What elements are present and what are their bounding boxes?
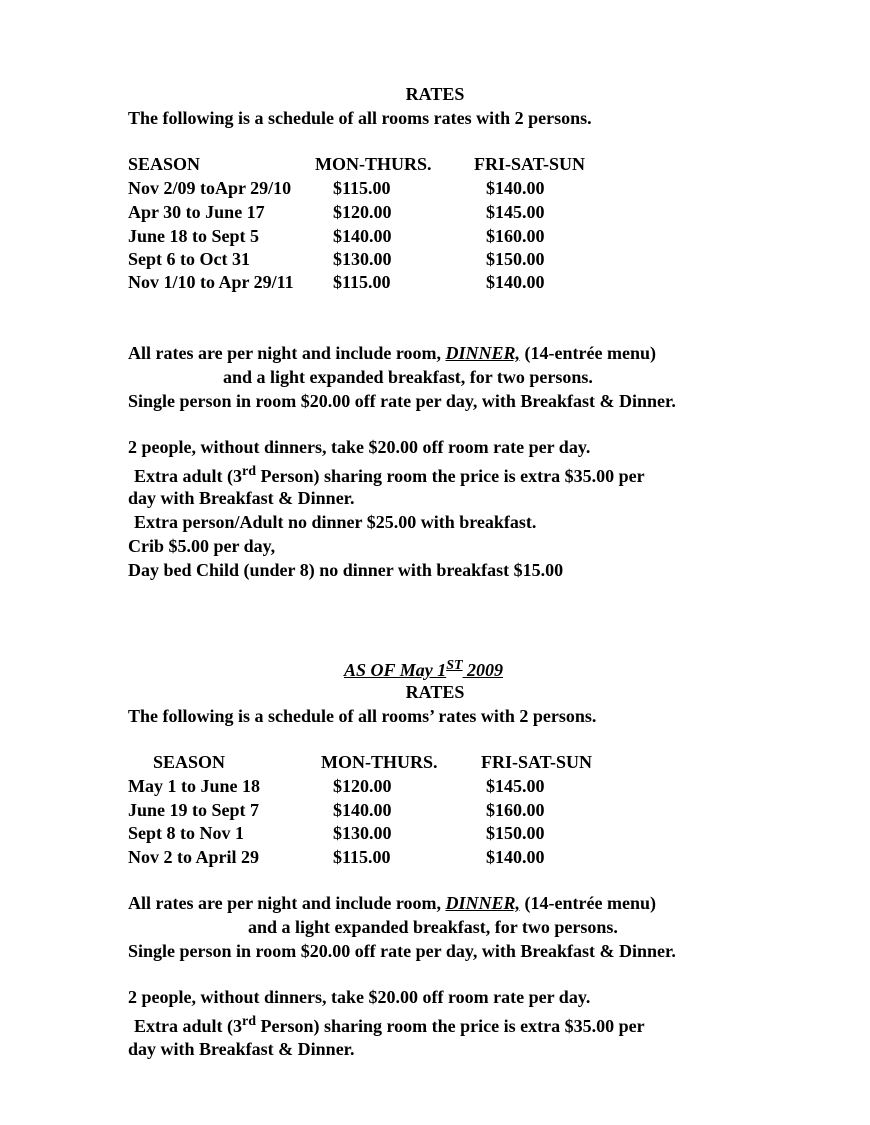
season-cell: Sept 8 to Nov 1 bbox=[128, 823, 244, 843]
header-weekday: MON-THURS. bbox=[315, 154, 432, 174]
extra-adult-note-cont: day with Breakfast & Dinner. bbox=[128, 1039, 355, 1059]
header-season: SEASON bbox=[153, 752, 226, 772]
effective-date-suffix: ST bbox=[446, 658, 463, 673]
ordinal-suffix: rd bbox=[242, 1014, 256, 1029]
season-cell: June 18 to Sept 5 bbox=[128, 226, 260, 246]
day-bed-note: Day bed Child (under 8) no dinner with breakfast $15.00 bbox=[128, 560, 564, 580]
page-title: RATES bbox=[405, 84, 465, 104]
dinner-emphasis: DINNER, bbox=[445, 343, 521, 363]
weekend-rate-cell: $145.00 bbox=[486, 202, 545, 222]
breakfast-note: and a light expanded breakfast, for two persons. bbox=[248, 917, 618, 937]
schedule-intro: The following is a schedule of all rooms’ rates with 2 persons. bbox=[128, 706, 597, 726]
extra-adult-price: Person) sharing room the price is extra $35.00 per bbox=[256, 466, 645, 486]
weekend-rate-cell: $150.00 bbox=[486, 249, 545, 269]
weekend-rate-cell: $145.00 bbox=[486, 776, 545, 796]
header-weekday: MON-THURS. bbox=[321, 752, 438, 772]
menu-text: (14-entrée menu) bbox=[520, 343, 656, 363]
extra-adult-text: Extra adult (3 bbox=[134, 466, 242, 486]
extra-adult-note bbox=[134, 1015, 645, 1040]
schedule-intro: The following is a schedule of all rooms rates with 2 persons. bbox=[128, 108, 592, 128]
header-weekend: FRI-SAT-SUN bbox=[481, 752, 593, 772]
weekday-rate-cell: $115.00 bbox=[333, 178, 391, 198]
weekday-rate-cell: $130.00 bbox=[333, 823, 392, 843]
effective-date-year: 2009 bbox=[462, 660, 504, 680]
extra-adult-price: Person) sharing room the price is extra $35.00 per bbox=[256, 1016, 645, 1036]
weekday-rate-cell: $130.00 bbox=[333, 249, 392, 269]
dinner-emphasis: DINNER, bbox=[445, 893, 521, 913]
breakfast-note: and a light expanded breakfast, for two persons. bbox=[223, 367, 593, 387]
no-dinner-note: 2 people, without dinners, take $20.00 off room rate per day. bbox=[128, 987, 591, 1007]
weekday-rate-cell: $115.00 bbox=[333, 272, 391, 292]
season-cell: Nov 2/09 toApr 29/10 bbox=[128, 178, 292, 198]
weekend-rate-cell: $160.00 bbox=[486, 800, 545, 820]
rates-include-note bbox=[128, 342, 656, 364]
weekday-rate-cell: $115.00 bbox=[333, 847, 391, 867]
season-cell: May 1 to June 18 bbox=[128, 776, 260, 796]
single-person-note: Single person in room $20.00 off rate per day, with Breakfast & Dinner. bbox=[128, 941, 676, 961]
season-cell: Sept 6 to Oct 31 bbox=[128, 249, 250, 269]
extra-person-note: Extra person/Adult no dinner $25.00 with breakfast. bbox=[134, 512, 537, 532]
season-cell: Apr 30 to June 17 bbox=[128, 202, 265, 222]
weekend-rate-cell: $140.00 bbox=[486, 178, 545, 198]
weekend-rate-cell: $150.00 bbox=[486, 823, 545, 843]
season-cell: Nov 2 to April 29 bbox=[128, 847, 260, 867]
season-cell: Nov 1/10 to Apr 29/11 bbox=[128, 272, 294, 292]
ordinal-suffix: rd bbox=[242, 464, 256, 479]
rates-include-note bbox=[128, 892, 656, 914]
crib-note: Crib $5.00 per day, bbox=[128, 536, 276, 556]
extra-adult-text: Extra adult (3 bbox=[134, 1016, 242, 1036]
weekday-rate-cell: $120.00 bbox=[333, 202, 392, 222]
extra-adult-note-cont: day with Breakfast & Dinner. bbox=[128, 488, 355, 508]
effective-date-text: AS OF May 1 bbox=[344, 660, 447, 680]
season-cell: June 19 to Sept 7 bbox=[128, 800, 260, 820]
weekend-rate-cell: $160.00 bbox=[486, 226, 545, 246]
no-dinner-note: 2 people, without dinners, take $20.00 off room rate per day. bbox=[128, 437, 591, 457]
weekday-rate-cell: $140.00 bbox=[333, 800, 392, 820]
header-weekend: FRI-SAT-SUN bbox=[474, 154, 586, 174]
weekend-rate-cell: $140.00 bbox=[486, 272, 545, 292]
section-title: RATES bbox=[405, 682, 465, 702]
menu-text: (14-entrée menu) bbox=[520, 893, 656, 913]
weekday-rate-cell: $140.00 bbox=[333, 226, 392, 246]
rates-include-text: All rates are per night and include room, bbox=[128, 893, 446, 913]
rates-include-text: All rates are per night and include room, bbox=[128, 343, 446, 363]
single-person-note: Single person in room $20.00 off rate per day, with Breakfast & Dinner. bbox=[128, 391, 676, 411]
weekend-rate-cell: $140.00 bbox=[486, 847, 545, 867]
weekday-rate-cell: $120.00 bbox=[333, 776, 392, 796]
header-season: SEASON bbox=[128, 154, 201, 174]
